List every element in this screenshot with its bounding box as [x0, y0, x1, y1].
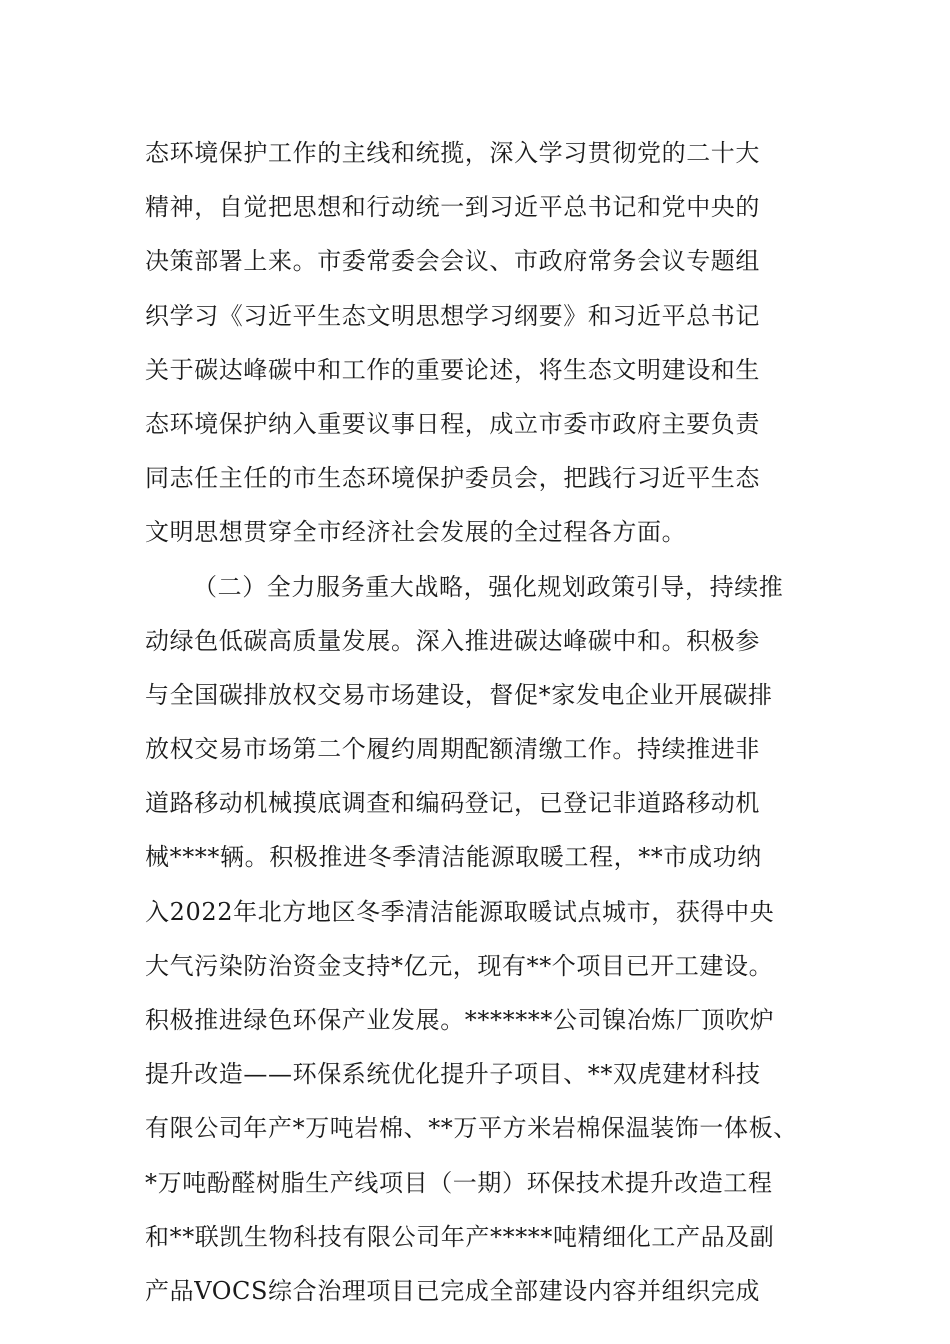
- text-line: 同志任主任的市生态环境保护委员会，把践行习近平生态: [145, 464, 760, 493]
- text-line: 产品VOCS综合治理项目已完成全部建设内容并组织完成: [145, 1276, 760, 1305]
- text-line: 动绿色低碳高质量发展。深入推进碳达峰碳中和。积极参: [145, 626, 760, 655]
- text-line: 和**联凯生物科技有限公司年产*****吨精细化工产品及副: [145, 1222, 775, 1251]
- section-heading-line: （二）全力服务重大战略，强化规划政策引导，持续推: [193, 572, 784, 601]
- text-line: 与全国碳排放权交易市场建设，督促*家发电企业开展碳排: [145, 680, 773, 709]
- text-line: 态环境保护工作的主线和统揽，深入学习贯彻党的二十大: [145, 139, 760, 167]
- text-line: 入2022年北方地区冬季清洁能源取暖试点城市，获得中央: [145, 897, 775, 926]
- text-line: *万吨酚醛树脂生产线项目（一期）环保技术提升改造工程: [145, 1168, 773, 1197]
- text-line: 态环境保护纳入重要议事日程，成立市委市政府主要负责: [145, 409, 760, 438]
- text-line: 积极推进绿色环保产业发展。*******公司镍冶炼厂顶吹炉: [145, 1006, 775, 1034]
- text-line: 提升改造——环保系统优化提升子项目、**双虎建材科技: [145, 1060, 761, 1089]
- text-line: 关于碳达峰碳中和工作的重要论述，将生态文明建设和生: [145, 355, 760, 384]
- text-line: 精神，自觉把思想和行动统一到习近平总书记和党中央的: [145, 193, 760, 222]
- text-line: 决策部署上来。市委常委会会议、市政府常务会议专题组: [145, 247, 760, 276]
- body-text: [145, 126, 825, 1318]
- text-line: 文明思想贯穿全市经济社会发展的全过程各方面。: [145, 518, 687, 547]
- text-line: 械****辆。积极推进冬季清洁能源取暖工程，**市成功纳: [145, 843, 762, 872]
- text-line: 大气污染防治资金支持*亿元，现有**个项目已开工建设。: [145, 951, 774, 980]
- text-line: 道路移动机械摸底调查和编码登记，已登记非道路移动机: [145, 789, 760, 818]
- text-line: 放权交易市场第二个履约周期配额清缴工作。持续推进非: [145, 735, 760, 764]
- text-line: 织学习《习近平生态文明思想学习纲要》和习近平总书记: [145, 301, 760, 330]
- text-line: 有限公司年产*万吨岩棉、**万平方米岩棉保温装饰一体板、: [145, 1114, 798, 1143]
